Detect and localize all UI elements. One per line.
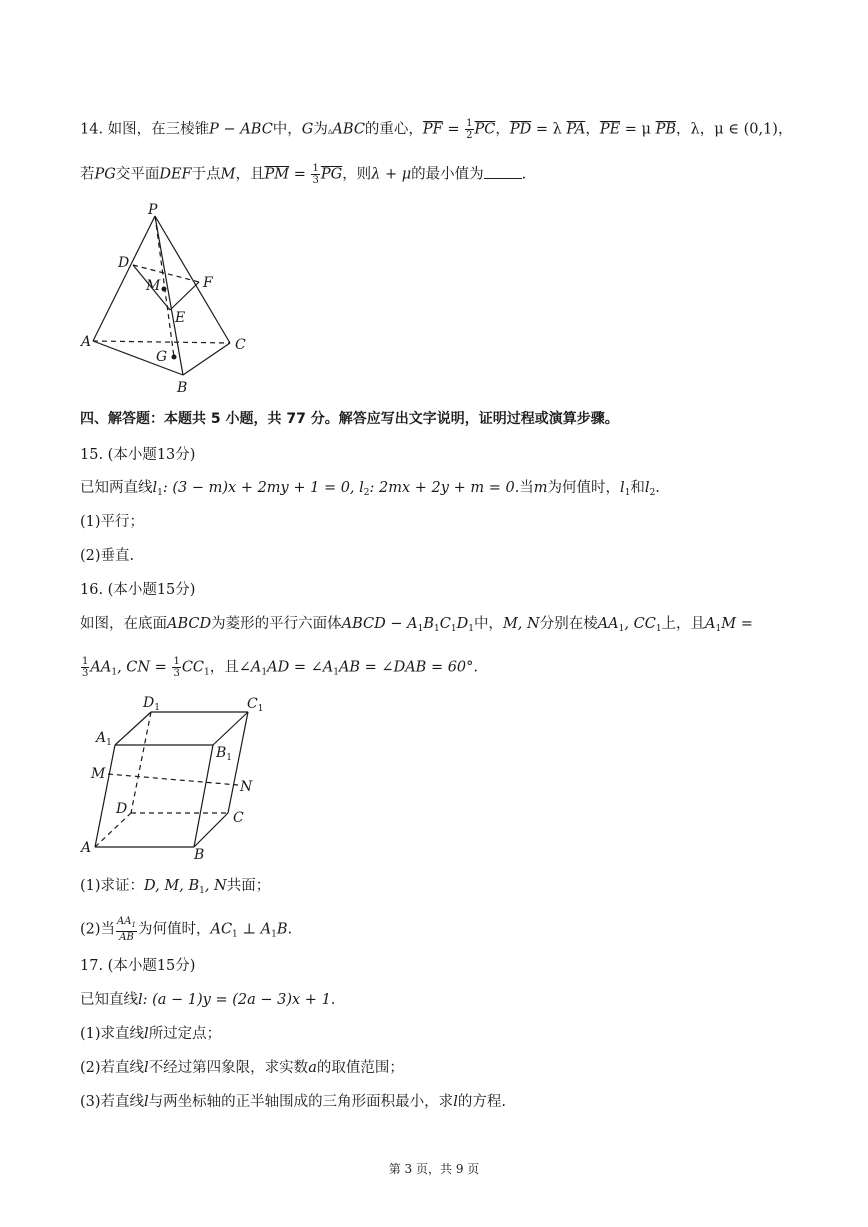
label-e: E <box>175 310 186 326</box>
label-d1: $D_1$ <box>143 695 160 713</box>
q17-part1: (1)求直线l所过定点； <box>80 1026 222 1042</box>
fraction-half: $\frac{1}{2}$ <box>466 118 473 141</box>
q15-part2: (2)垂直. <box>80 548 135 564</box>
vector-pb: $\overline{PB}$ <box>655 121 676 138</box>
label-b: B <box>177 380 188 396</box>
q17-part3: (3)若直线l与两坐标轴的正半轴围成的三角形面积最小，求l的方程. <box>80 1094 506 1110</box>
vector-pg: $\overline{PG}$ <box>320 166 343 183</box>
label-g: G <box>156 349 168 365</box>
q14-line2: 若PG交平面DEF于点M，且$\overline{PM}$ = $\frac{1}{3}$ $\overline{PG}$，则λ + μ的最小值为 . <box>80 163 527 186</box>
section-header: 四、解答题：本题共 5 小题，共 77 分。解答应写出文字说明，证明过程或演算步骤。 <box>80 411 619 427</box>
label-f: F <box>203 275 213 291</box>
label-b: B <box>194 847 205 863</box>
fraction-third: $\frac{1}{3}$ <box>312 163 319 186</box>
label-m: M <box>146 278 161 294</box>
label-a1: $A_1$ <box>96 730 112 748</box>
q16-stem1: 如图，在底面ABCD为菱形的平行六面体ABCD − $A_1B_1C_1D_1$中，M, N分别在棱$AA_1$, $CC_1$上，且$A_1M$ = <box>80 616 753 634</box>
q15-title: 15. (本小题13分) <box>80 447 196 463</box>
vector-pf: $\overline{PF}$ <box>422 121 443 138</box>
vector-pc: $\overline{PC}$ <box>474 121 496 138</box>
q17-part2: (2)若直线l不经过第四象限，求实数a的取值范围； <box>80 1060 404 1076</box>
label-c: C <box>233 810 244 826</box>
vector-pa: $\overline{PA}$ <box>566 121 586 138</box>
label-p: P <box>148 202 158 218</box>
label-d: D <box>118 255 130 271</box>
label-a: A <box>81 334 92 350</box>
label-d: D <box>116 801 128 817</box>
page-footer: 第 3 页，共 9 页 <box>388 1162 480 1176</box>
q14-line1: 14. 如图，在三棱锥P − ABC中，G为▵ABC的重心，$\overline{PF}$ = $\frac{1}{2}$ $\overline{PC}$，$\overline{PD} = \lambda$ $\overline{PA}$，$\overline{PE} = \mu$ $\overline{PB}$，λ，μ ∈ (0,1)， <box>80 118 793 141</box>
edge-b1b <box>194 745 213 847</box>
fraction-third-a: $\frac{1}{3}$ <box>82 656 89 679</box>
label-c1: $C_1$ <box>247 696 264 714</box>
q16-title: 16. (本小题15分) <box>80 582 196 598</box>
q16-part2: (2)当 $\frac{AA_1}{AB}$ 为何值时，$AC_1$ ⊥ $A_1B$. <box>80 916 293 943</box>
q17-title: 17. (本小题15分) <box>80 958 196 974</box>
label-a: A <box>81 840 92 856</box>
label-c: C <box>235 337 246 353</box>
label-m: M <box>91 766 106 782</box>
vector-pm: $\overline{PM}$ <box>264 166 290 183</box>
segment-mn <box>108 774 238 785</box>
q15-part1: (1)平行； <box>80 514 145 530</box>
q16-part1: (1)求证：D, M, $B_1$, N共面； <box>80 878 271 896</box>
q15-stem: 已知两直线$l_1$: (3 − m)x + 2my + 1 = 0, $l_2$: 2mx + 2y + m = 0.当m为何值时，$l_1$和$l_2$. <box>80 480 660 498</box>
vector-pd: $\overline{PD}$ <box>509 121 532 138</box>
q16-stem2: $\frac{1}{3}$ $AA_1$, CN = $\frac{1}{3}$ $CC_1$，且$\angle A_1AD$ = $\angle A_1AB$ = ∠DAB = 60°. <box>82 656 479 679</box>
fraction-third-b: $\frac{1}{3}$ <box>173 656 180 679</box>
vector-pe: $\overline{PE}$ <box>599 121 621 138</box>
fraction-aa1-ab: $\frac{AA_1}{AB}$ <box>117 916 136 943</box>
label-b1: $B_1$ <box>216 745 233 763</box>
label-n: N <box>240 779 253 795</box>
q17-stem: 已知直线l: (a − 1)y = (2a − 3)x + 1. <box>80 992 336 1008</box>
